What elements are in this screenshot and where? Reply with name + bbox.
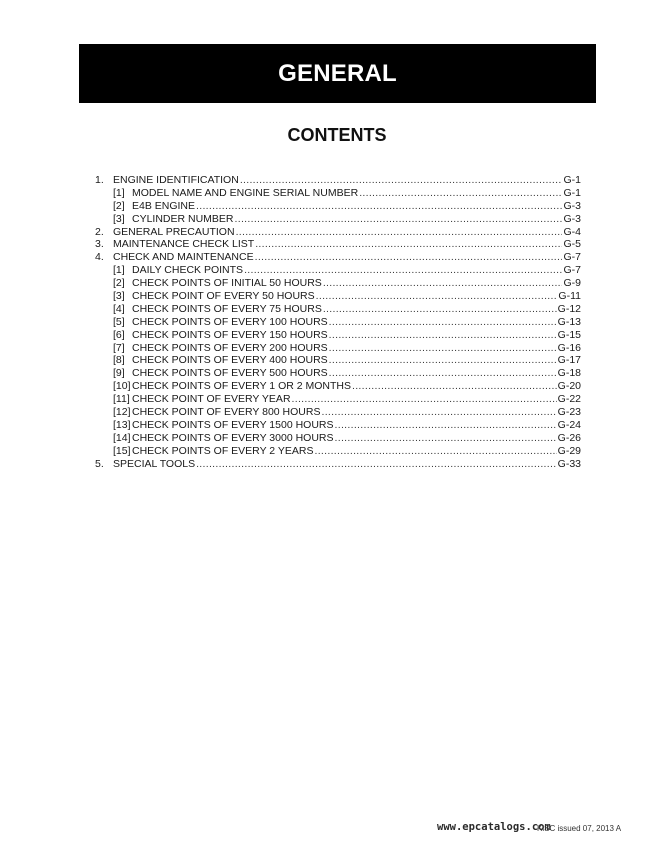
toc-entry[interactable]: [95, 238, 581, 251]
toc-entry[interactable]: [95, 200, 581, 213]
section-title: GENERAL: [278, 59, 397, 87]
toc-entry-page: G-20: [557, 380, 581, 393]
toc-dot-leader: [321, 406, 556, 419]
toc-entry-subnumber: [2]: [113, 277, 125, 290]
toc-entry[interactable]: [95, 290, 581, 303]
toc-entry-title: CHECK POINTS OF EVERY 100 HOURS: [132, 315, 328, 328]
toc-entry-subnumber: [10]: [113, 380, 131, 393]
toc-entry-page: G-26: [557, 431, 581, 444]
toc-dot-leader: [240, 174, 563, 187]
toc-entry-title: CHECK POINTS OF EVERY 2 YEARS: [132, 444, 314, 457]
toc-entry-page: G-17: [557, 354, 581, 367]
toc-entry-title: CYLINDER NUMBER: [132, 212, 234, 225]
toc-entry[interactable]: [95, 174, 581, 187]
toc-entry-title: CHECK POINTS OF EVERY 400 HOURS: [132, 354, 328, 367]
toc-entry-subnumber: [4]: [113, 302, 125, 315]
toc-entry-number: 3.: [95, 238, 104, 251]
toc-entry-page: G-33: [557, 457, 581, 470]
toc-entry[interactable]: [95, 303, 581, 316]
toc-entry[interactable]: [95, 251, 581, 264]
toc-dot-leader: [323, 303, 557, 316]
toc-entry[interactable]: [95, 213, 581, 226]
toc-entry-page: G-22: [557, 393, 581, 406]
toc-entry-subnumber: [14]: [113, 431, 131, 444]
toc-entry[interactable]: [95, 277, 581, 290]
toc-entry-title: GENERAL PRECAUTION: [113, 225, 235, 238]
watermark-link[interactable]: www.epcatalogs.com: [437, 821, 551, 833]
toc-dot-leader: [314, 445, 556, 458]
toc-entry-subnumber: [15]: [113, 444, 131, 457]
toc-entry[interactable]: [95, 406, 581, 419]
toc-entry-page: G-24: [557, 418, 581, 431]
toc-dot-leader: [329, 367, 557, 380]
toc-entry-title: CHECK POINT OF EVERY YEAR: [132, 393, 291, 406]
toc-entry-number: 1.: [95, 174, 104, 186]
toc-dot-leader: [292, 393, 557, 406]
toc-entry-page: G-5: [563, 238, 581, 251]
toc-entry[interactable]: [95, 187, 581, 200]
toc-entry-subnumber: [11]: [113, 393, 130, 406]
toc-entry-subnumber: [1]: [113, 264, 125, 277]
toc-dot-leader: [352, 380, 557, 393]
toc-entry-number: 4.: [95, 251, 104, 264]
toc-entry[interactable]: [95, 329, 581, 342]
toc-dot-leader: [329, 354, 557, 367]
toc-entry[interactable]: [95, 367, 581, 380]
toc-entry-page: G-7: [563, 251, 581, 264]
table-of-contents: [95, 174, 581, 470]
toc-entry-title: E4B ENGINE: [132, 199, 196, 212]
toc-entry-title: CHECK POINTS OF EVERY 1 OR 2 MONTHS: [132, 380, 351, 393]
toc-entry-page: G-15: [557, 328, 581, 341]
toc-dot-leader: [255, 238, 562, 251]
toc-dot-leader: [329, 329, 557, 342]
toc-entry-page: G-7: [563, 264, 581, 277]
toc-entry-title: CHECK POINT OF EVERY 50 HOURS: [132, 290, 315, 303]
toc-entry-page: G-4: [563, 225, 581, 238]
section-banner: [79, 44, 596, 103]
toc-entry[interactable]: [95, 342, 581, 355]
toc-entry[interactable]: [95, 393, 581, 406]
toc-entry-title: CHECK POINTS OF EVERY 1500 HOURS: [132, 418, 334, 431]
toc-entry-title: CHECK POINTS OF EVERY 150 HOURS: [132, 328, 328, 341]
toc-entry-subnumber: [5]: [113, 315, 125, 328]
toc-entry-subnumber: [9]: [113, 367, 125, 380]
toc-dot-leader: [236, 226, 563, 239]
toc-entry-title: CHECK POINTS OF EVERY 3000 HOURS: [132, 431, 334, 444]
toc-entry-subnumber: [12]: [113, 406, 131, 419]
toc-dot-leader: [335, 432, 557, 445]
toc-entry-page: G-3: [563, 199, 581, 212]
toc-entry-page: G-23: [557, 406, 581, 419]
toc-entry-title: CHECK POINTS OF EVERY 500 HOURS: [132, 367, 328, 380]
toc-entry-subnumber: [3]: [113, 212, 125, 225]
toc-entry-page: G-11: [558, 290, 581, 303]
toc-entry-page: G-1: [563, 174, 581, 186]
toc-entry-title: CHECK AND MAINTENANCE: [113, 251, 254, 264]
toc-dot-leader: [329, 316, 557, 329]
toc-entry-number: 2.: [95, 225, 104, 238]
toc-entry-subnumber: [7]: [113, 341, 125, 354]
toc-entry-page: G-12: [557, 302, 581, 315]
toc-entry-subnumber: [2]: [113, 199, 125, 212]
toc-dot-leader: [323, 277, 563, 290]
toc-entry[interactable]: [95, 226, 581, 239]
toc-entry-subnumber: [13]: [113, 418, 131, 431]
toc-entry-page: G-1: [563, 186, 581, 199]
toc-dot-leader: [196, 200, 562, 213]
toc-entry[interactable]: [95, 316, 581, 329]
toc-entry-page: G-3: [563, 212, 581, 225]
toc-entry[interactable]: [95, 380, 581, 393]
toc-entry[interactable]: [95, 264, 581, 277]
toc-entry-subnumber: [3]: [113, 290, 125, 303]
toc-entry-title: MODEL NAME AND ENGINE SERIAL NUMBER: [132, 186, 359, 199]
toc-entry[interactable]: [95, 432, 581, 445]
toc-entry-title: CHECK POINTS OF EVERY 200 HOURS: [132, 341, 328, 354]
toc-entry-page: G-29: [557, 444, 581, 457]
toc-entry[interactable]: [95, 458, 581, 471]
toc-entry-page: G-9: [563, 277, 581, 290]
toc-entry[interactable]: [95, 354, 581, 367]
toc-dot-leader: [244, 264, 562, 277]
toc-entry-page: G-16: [557, 341, 581, 354]
toc-entry-subnumber: [6]: [113, 328, 125, 341]
toc-entry[interactable]: [95, 419, 581, 432]
toc-entry-title: DAILY CHECK POINTS: [132, 264, 244, 277]
toc-dot-leader: [316, 290, 558, 303]
contents-heading: CONTENTS: [287, 125, 387, 145]
toc-entry-title: CHECK POINTS OF EVERY 75 HOURS: [132, 302, 322, 315]
toc-entry-title: CHECK POINT OF EVERY 800 HOURS: [132, 406, 321, 419]
toc-dot-leader: [255, 251, 563, 264]
toc-dot-leader: [335, 419, 557, 432]
toc-entry-title: SPECIAL TOOLS: [113, 457, 196, 470]
issue-date: KiSC issued 07, 2013 A: [537, 824, 622, 833]
toc-entry-page: G-13: [557, 315, 581, 328]
toc-entry-subnumber: [8]: [113, 354, 125, 367]
toc-entry[interactable]: [95, 445, 581, 458]
toc-entry-subnumber: [1]: [113, 186, 125, 199]
toc-entry-title: ENGINE IDENTIFICATION: [113, 174, 239, 186]
toc-dot-leader: [329, 342, 557, 355]
toc-dot-leader: [235, 213, 563, 226]
toc-entry-title: CHECK POINTS OF INITIAL 50 HOURS: [132, 277, 322, 290]
toc-entry-number: 5.: [95, 457, 104, 470]
toc-dot-leader: [359, 187, 562, 200]
toc-entry-page: G-18: [557, 367, 581, 380]
toc-entry-title: MAINTENANCE CHECK LIST: [113, 238, 255, 251]
toc-dot-leader: [196, 458, 557, 471]
